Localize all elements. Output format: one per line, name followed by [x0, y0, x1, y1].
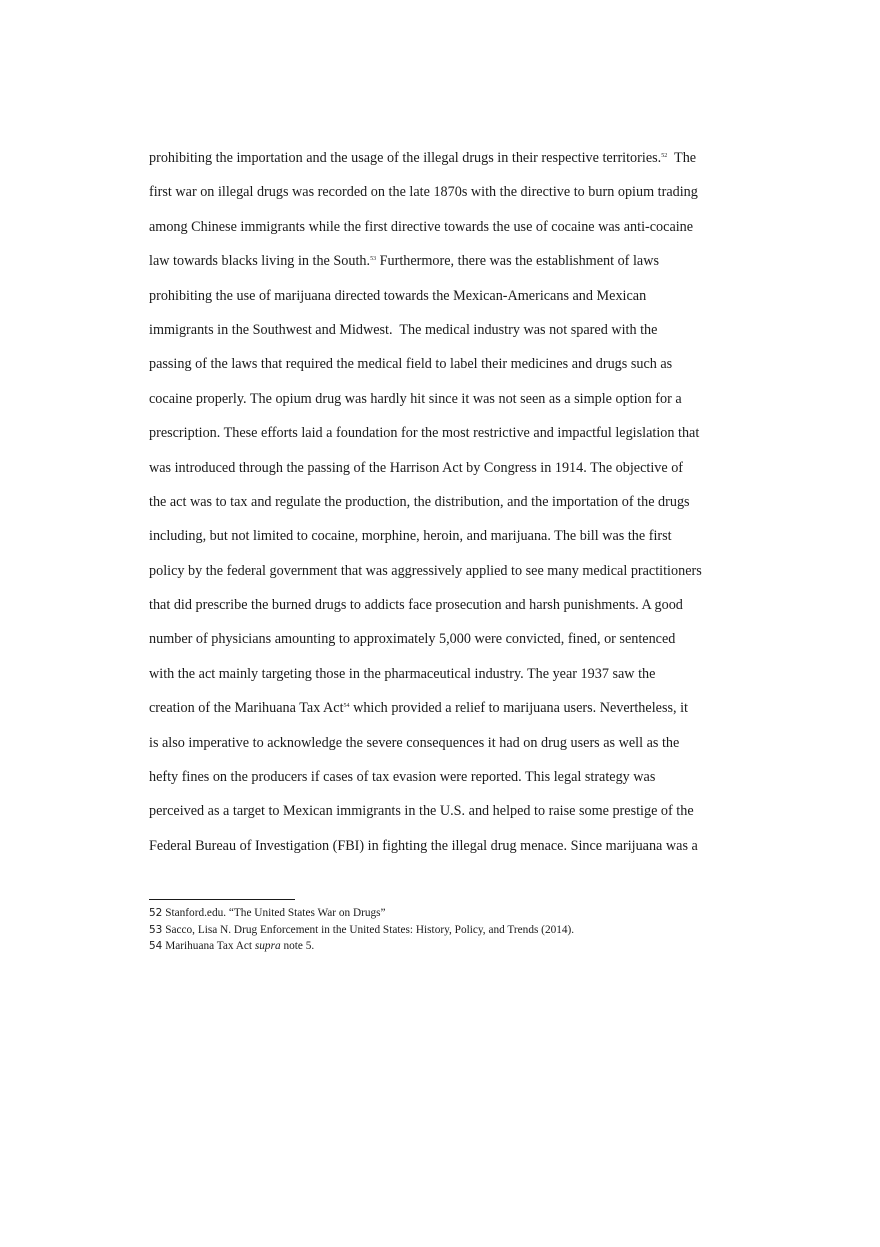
body-line: [149, 487, 739, 521]
body-line: [149, 693, 739, 727]
body-line-text: among Chinese immigrants while the first directive towards the use of cocaine was anti-cocaine: [149, 218, 694, 235]
body-line: [149, 315, 739, 349]
body-line-text: creation of the Marihuana Tax Act: [149, 700, 344, 717]
body-line-text: law towards blacks living in the South.: [149, 253, 371, 270]
body-line: [149, 590, 739, 624]
body-line: [149, 384, 739, 418]
body-line-text: policy by the federal government that was aggressively applied to see many medical practitioners: [149, 562, 702, 579]
footnote-text: Stanford.edu. “The United States War on Drugs”: [165, 907, 386, 919]
footnote-reference[interactable]: 52: [661, 153, 668, 159]
body-line: [149, 453, 739, 487]
body-line: [149, 281, 739, 315]
body-text: [149, 143, 739, 865]
body-line-text: was introduced through the passing of the Harrison Act by Congress in 1914. The objective of: [149, 459, 684, 476]
body-line-text: number of physicians amounting to approximately 5,000 were convicted, fined, or sentenced: [149, 631, 676, 648]
body-line: [149, 624, 739, 658]
body-line: [149, 796, 739, 830]
body-line: [149, 143, 739, 177]
body-line-text: first war on illegal drugs was recorded on the late 1870s with the directive to burn opium trading: [149, 184, 698, 201]
footnote-number: 54: [149, 940, 163, 952]
footnote-52: [149, 905, 749, 922]
body-line-text: with the act mainly targeting those in the pharmaceutical industry. The year 1937 saw the: [149, 665, 656, 682]
footnote-53: [149, 922, 749, 939]
body-line-text: passing of the laws that required the medical field to label their medicines and drugs such as: [149, 356, 673, 373]
body-line-text-cont: which provided a relief to marijuana users. Nevertheless, it: [349, 700, 688, 717]
footnote-number: 52: [149, 907, 163, 919]
body-line-text: cocaine properly. The opium drug was hardly hit since it was not seen as a simple option for a: [149, 390, 682, 407]
body-line-text: prohibiting the importation and the usage of the illegal drugs in their respective territories.: [149, 150, 662, 166]
footnote-text: [165, 940, 314, 952]
footnote-54: [149, 938, 749, 955]
body-line: [149, 762, 739, 796]
body-line: [149, 246, 739, 280]
body-line: [149, 418, 739, 452]
body-line: [149, 556, 739, 590]
body-line-text: hefty fines on the producers if cases of tax evasion were reported. This legal strategy was: [149, 769, 656, 786]
body-line-text: is also imperative to acknowledge the severe consequences it had on drug users as well as the: [149, 734, 680, 751]
footnote-reference[interactable]: 54: [343, 703, 350, 710]
body-line: [149, 349, 739, 383]
footnote-reference[interactable]: 53: [370, 256, 377, 263]
body-line: [149, 521, 739, 555]
footnote-text-italic: supra: [254, 940, 281, 952]
body-line: [149, 212, 739, 246]
body-line-text: perceived as a target to Mexican immigrants in the U.S. and helped to raise some prestige of the: [149, 803, 694, 820]
body-line-text: that did prescribe the burned drugs to addicts face prosecution and harsh punishments. A good: [149, 597, 683, 614]
body-line-text-cont: Furthermore, there was the establishment of laws: [376, 253, 659, 270]
footnotes: [149, 905, 749, 955]
body-line-text: prohibiting the use of marijuana directed towards the Mexican-Americans and Mexican: [149, 287, 647, 304]
body-line: [149, 728, 739, 762]
body-line-text: immigrants in the Southwest and Midwest. The medical industry was not spared with the: [149, 321, 658, 338]
footnote-text: Sacco, Lisa N. Drug Enforcement in the United States: History, Policy, and Trends (2014).: [165, 923, 575, 936]
footnote-text-part: note 5.: [280, 940, 315, 952]
body-line: [149, 831, 739, 865]
body-line: [149, 177, 739, 211]
body-line-text: the act was to tax and regulate the production, the distribution, and the importation of the drugs: [149, 493, 690, 510]
footnote-separator: [149, 899, 295, 900]
body-line-text-cont: The: [667, 150, 697, 166]
footnote-text-part: Marihuana Tax Act: [165, 940, 255, 952]
body-line: [149, 659, 739, 693]
body-line-text: including, but not limited to cocaine, morphine, heroin, and marijuana. The bill was the first: [149, 528, 672, 545]
body-line-text: Federal Bureau of Investigation (FBI) in fighting the illegal drug menace. Since marijuana was a: [149, 837, 698, 854]
body-line-text: prescription. These efforts laid a foundation for the most restrictive and impactful legislation that: [149, 425, 700, 442]
footnote-number: 53: [149, 923, 163, 936]
